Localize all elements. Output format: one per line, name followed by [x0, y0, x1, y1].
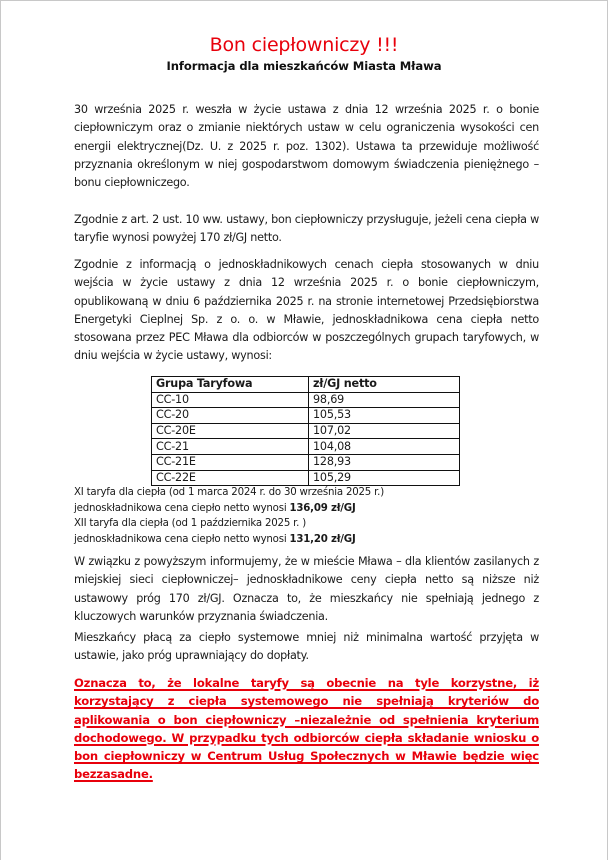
tariff-note-line — [74, 501, 514, 517]
table-row — [152, 454, 460, 470]
tariff-table-header-row — [152, 377, 460, 393]
tariff-table — [151, 376, 460, 486]
tariff-group-header: Grupa Taryfowa — [152, 377, 309, 393]
intro-paragraph: 30 września 2025 r. weszła w życie ustawa z dnia 12 września 2025 r. o bonie ciepłowniczym oraz o zmianie niektórych ustaw w celu ograniczenia wysokości cen energii elektrycznej(Dz. U. z 2025 r. poz. 1302). Ustawa ta przewiduje możliwość przyznania określonym w niej gospodarstwom domowym świadczenia pieniężnego – bonu ciepłowniczego. — [74, 103, 539, 190]
tariff-group-cell: CC-21E — [152, 454, 309, 470]
tariff-group-cell: CC-10 — [152, 392, 309, 408]
residents-paragraph: Mieszkańcy płacą za ciepło systemowe mniej niż minimalna wartość przyjęta w ustawie, jako próg uprawniający do dopłaty. — [74, 631, 539, 663]
price-info-paragraph: Zgodnie z informacją o jednoskładnikowych cenach ciepła stosowanych w dniu wejścia w życie ustawy z dnia 12 września 2025 r. o bonie ciepłowniczym, opublikowaną w dniu 6 października 2025 r. na stronie internetowej Przedsiębiorstwa Energetyki Cieplnej Sp. z o. o. w Mławie, jednoskładnikowa cena ciepła netto stosowana przez PEC Mława dla odbiorców w poszczególnych grupach taryfowych, w dniu wejścia w życie ustawy, wynosi: — [74, 258, 539, 363]
tariff-note-text: jednoskładnikowa cena ciepło netto wynosi — [74, 502, 290, 514]
tariff-note-value: 136,09 zł/GJ — [289, 502, 356, 514]
tariff-group-cell: CC-21 — [152, 439, 309, 455]
table-row — [152, 439, 460, 455]
tariff-group-cell: CC-20 — [152, 408, 309, 424]
table-row — [152, 392, 460, 408]
price-cell: 128,93 — [309, 454, 460, 470]
tariff-note-text: jednoskładnikowa cena ciepło netto wynosi — [74, 533, 290, 545]
tariff-note-text: XI taryfa dla ciepła (od 1 marca 2024 r. do 30 września 2025 r.) — [74, 487, 384, 498]
table-row — [152, 423, 460, 439]
tariff-group-cell: CC-20E — [152, 423, 309, 439]
document-subtitle: Informacja dla mieszkańców Miasta Mława — [166, 59, 442, 73]
price-header: zł/GJ netto — [309, 377, 460, 393]
price-cell: 105,53 — [309, 408, 460, 424]
price-cell: 105,29 — [309, 470, 460, 486]
tariff-note-line — [74, 516, 514, 532]
tariff-note-text: XII taryfa dla ciepła (od 1 października 2025 r. ) — [74, 518, 307, 529]
tariff-note-line — [74, 485, 514, 501]
price-cell: 98,69 — [309, 392, 460, 408]
warning-paragraph: Oznacza to, że lokalne taryfy są obecnie na tyle korzystne, iż korzystający z ciepła systemowego nie spełniają kryteriów do aplikowania o bon ciepłowniczy –niezależnie od spełnienia kryterium dochodowego. W przypadku tych odbiorców ciepła składanie wniosku o bon ciepłowniczy w Centrum Usług Społecznych w Mławie będzie więc bezzasadne. — [74, 676, 539, 782]
tariff-note-line — [74, 532, 514, 548]
price-cell: 104,08 — [309, 439, 460, 455]
tariff-note-value: 131,20 zł/GJ — [289, 533, 356, 545]
price-cell: 107,02 — [309, 423, 460, 439]
eligibility-paragraph: Zgodnie z art. 2 ust. 10 ww. ustawy, bon ciepłowniczy przysługuje, jeżeli cena ciepła w taryfie wynosi powyżej 170 zł/GJ netto. — [74, 213, 539, 245]
table-row — [152, 408, 460, 424]
tariff-notes — [74, 485, 514, 547]
tariff-group-cell: CC-22E — [152, 470, 309, 486]
table-row — [152, 470, 460, 486]
conclusion-paragraph: W związku z powyższym informujemy, że w mieście Mława – dla klientów zasilanych z miejskiej sieci ciepłowniczej– jednoskładnikowe ceny ciepła netto są niższe niż ustawowy próg 170 zł/GJ. Oznacza to, że mieszkańcy nie spełniają jednego z kluczowych warunków przyznania świadczenia. — [74, 555, 539, 623]
document-title: Bon ciepłowniczy !!! — [209, 34, 399, 56]
